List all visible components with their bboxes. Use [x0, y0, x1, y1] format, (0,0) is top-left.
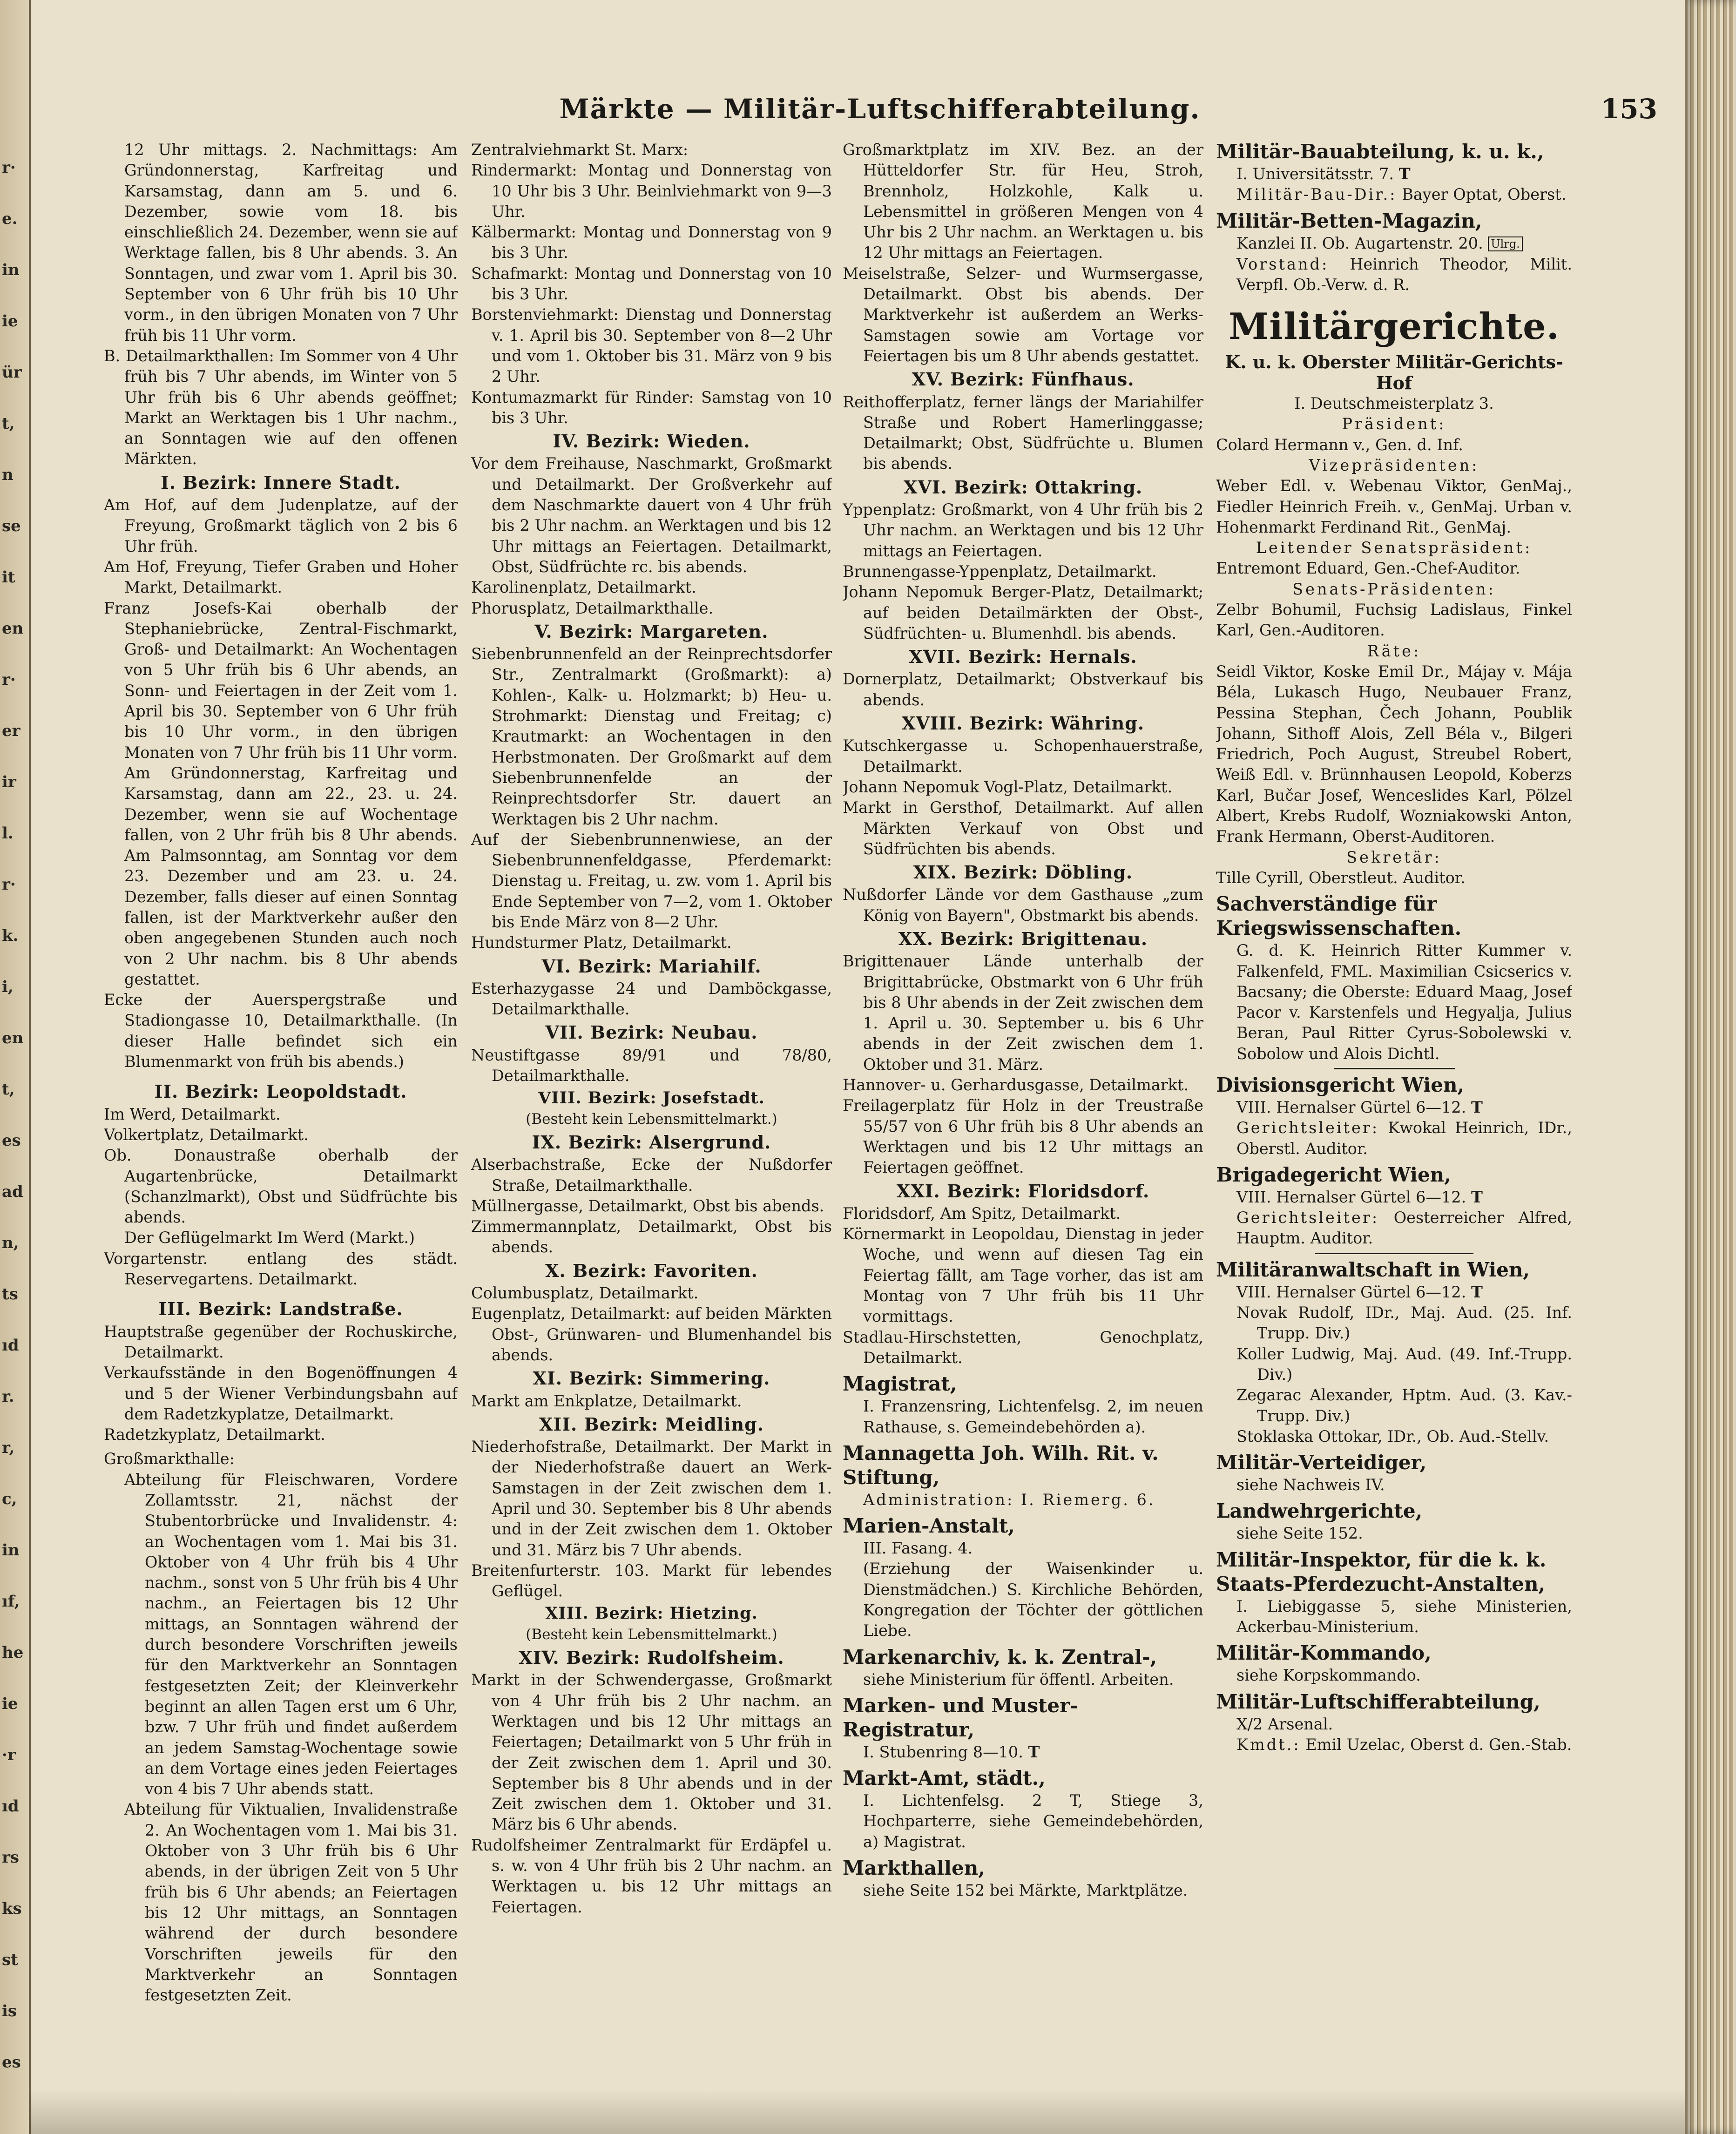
person-list: Zelbr Bohumil, Fuchsig Ladislaus, Finkel Karl, Gen.-Auditoren.: [1216, 601, 1572, 640]
entry-heading: Militär-Bauabteilung, k. u. k.,: [1216, 140, 1544, 163]
page-shadow: [29, 2090, 1685, 2134]
telephone-icon: T: [1028, 1742, 1040, 1761]
district-heading: X. Bezirk: Favoriten.: [545, 1260, 758, 1281]
role-label: Militär-Bau-Dir.:: [1236, 185, 1397, 204]
paragraph: Hannover- u. Gerhardusgasse, Detailmarkt.: [843, 1076, 1189, 1094]
paragraph: Kontumazmarkt für Rinder: Samstag von 10 bis 3 Uhr.: [471, 388, 832, 427]
facing-page-fragment: r,: [2, 1438, 15, 1457]
previous-page-fragment: [0, 0, 31, 2134]
paragraph: Hauptstraße gegenüber der Rochuskirche, Detailmarkt.: [104, 1322, 458, 1361]
facing-page-fragment: es: [2, 1131, 21, 1150]
paragraph: Alserbachstraße, Ecke der Nußdorfer Straße, Detailmarkthalle.: [471, 1155, 832, 1195]
paragraph: Körnermarkt in Leopoldau, Dienstag in jeder Woche, und wenn auf diesen Tag ein Feiertag fällt, am Tage vorher, das ist am Montag von 7 Uhr früh bis 11 Uhr vormittags.: [843, 1225, 1203, 1326]
facing-page-fragment: ıd: [2, 1336, 19, 1355]
entry-text: Novak Rudolf, IDr., Maj. Aud. (25. Inf. Trupp. Div.): [1236, 1303, 1572, 1343]
book-page-edges: [1685, 0, 1736, 2134]
entry-text: [1216, 1282, 1572, 1303]
paragraph: Dornerplatz, Detailmarkt; Obstverkauf bis abends.: [843, 670, 1203, 709]
entry-heading: Brigadegericht Wien,: [1216, 1163, 1451, 1186]
entry-text: (Erziehung der Waisenkinder u. Dienstmädchen.) S. Kirchliche Behörden, Kongregation der Töchter der göttlichen Liebe.: [863, 1560, 1203, 1640]
facing-page-fragment: ·r: [2, 1746, 16, 1764]
entry-heading: Militäranwaltschaft in Wien,: [1216, 1258, 1530, 1281]
district-heading: XIII. Bezirk: Hietzing.: [545, 1604, 758, 1623]
facing-page-fragment: st: [2, 1951, 18, 1969]
facing-page-fragment: l.: [2, 824, 14, 843]
column-1: [104, 140, 458, 2086]
telephone-icon: T: [1471, 1188, 1483, 1206]
role-label: Kmdt.:: [1236, 1735, 1301, 1754]
person-list: Tille Cyrill, Oberstleut. Auditor.: [1216, 868, 1466, 887]
column-2: [471, 140, 832, 2086]
facing-page-fragment: c,: [2, 1490, 17, 1508]
facing-page-fragment: it: [2, 568, 15, 587]
paragraph: Floridsdorf, Am Spitz, Detailmarkt.: [843, 1204, 1121, 1222]
paragraph: Zentralviehmarkt St. Marx:: [471, 141, 689, 159]
entry-heading: Militär-Inspektor, für die k. k. Staats-Pferdezucht-Anstalten,: [1216, 1548, 1547, 1595]
paragraph: Stadlau-Hirschstetten, Genochplatz, Detailmarkt.: [843, 1328, 1203, 1367]
entry-heading: Militär-Verteidiger,: [1216, 1451, 1427, 1474]
facing-page-fragment: t,: [2, 414, 15, 433]
entry-heading: Marien-Anstalt,: [843, 1514, 1015, 1538]
facing-page-fragment: t,: [2, 1080, 15, 1099]
paragraph: Radetzkyplatz, Detailmarkt.: [104, 1425, 325, 1444]
entry-text: siehe Seite 152.: [1236, 1524, 1363, 1543]
entry-text: siehe Nachweis IV.: [1236, 1476, 1385, 1494]
entry-address: I. Universitätsstr. 7.: [1236, 165, 1394, 183]
paragraph: Markt am Enkplatze, Detailmarkt.: [471, 1391, 742, 1410]
role-label: Sekretär:: [1346, 848, 1442, 866]
facing-page-fragment: ad: [2, 1182, 23, 1201]
entry-text: Zegarac Alexander, Hptm. Aud. (3. Kav.-Trupp. Div.): [1236, 1386, 1572, 1425]
role-label: Vorstand:: [1236, 255, 1329, 273]
paragraph: Johann Nepomuk Vogl-Platz, Detailmarkt.: [843, 777, 1173, 796]
facing-page-fragment: ie: [2, 1695, 18, 1713]
district-heading: XVIII. Bezirk: Währing.: [901, 713, 1145, 734]
district-note: (Besteht kein Lebensmittelmarkt.): [526, 1110, 777, 1128]
role-label: Leitender Senatspräsident:: [1256, 539, 1533, 557]
role-label: Gerichtsleiter:: [1236, 1209, 1379, 1227]
entry-text: siehe Seite 152 bei Märkte, Marktplätze.: [863, 1881, 1188, 1900]
person-name: Bayer Optat, Oberst.: [1402, 185, 1567, 204]
paragraph: Auf der Siebenbrunnenwiese, an der Siebenbrunnenfeldgasse, Pferdemarkt: Dienstag u. Freitag, u. zw. vom 1. April bis Ende September von 7—2, vom 1. Oktober bis Ende März von 8—2 Uhr.: [471, 830, 832, 931]
facing-page-fragment: ür: [2, 363, 22, 382]
paragraph: Neustiftgasse 89/91 und 78/80, Detailmarkthalle.: [471, 1046, 832, 1085]
entry-text: X/2 Arsenal.: [1236, 1715, 1333, 1733]
paragraph: Breitenfurterstr. 103. Markt für lebendes Geflügel.: [471, 1561, 832, 1600]
person-name: Heinrich Theodor, Milit. Verpfl. Ob.-Verw. d. R.: [1236, 255, 1572, 294]
facing-page-fragment: e.: [2, 209, 18, 228]
facing-page-fragment: ks: [2, 1899, 22, 1918]
paragraph: Kälbermarkt: Montag und Donnerstag von 9 bis 3 Uhr.: [471, 223, 832, 262]
district-heading: II. Bezirk: Leopoldstadt.: [154, 1081, 407, 1102]
paragraph: Yppenplatz: Großmarkt, von 4 Uhr früh bis 2 Uhr nachm. an Werktagen und bis 12 Uhr mittags an Feiertagen.: [843, 500, 1203, 560]
column-3: [843, 140, 1203, 2086]
district-heading: III. Bezirk: Landstraße.: [158, 1298, 403, 1320]
district-heading: XV. Bezirk: Fünfhaus.: [912, 369, 1135, 390]
telephone-icon: T: [1471, 1283, 1483, 1301]
person-list: Entremont Eduard, Gen.-Chef-Auditor.: [1216, 559, 1520, 578]
entry-heading: Markthallen,: [843, 1857, 985, 1880]
facing-page-fragment: i,: [2, 978, 14, 996]
paragraph: Franz Josefs-Kai oberhalb der Stephaniebrücke, Zentral-Fischmarkt, Groß- und Detailmarkt: An Wochentagen von 5 Uhr früh bis 6 Uhr abends, an Sonn- und Feiertagen in der Zeit vom 1. April bis 30. September von 6 Uhr früh bis 10 Uhr vorm., in den übrigen Monaten von 7 Uhr früh bis 11 Uhr vorm. Am Gründonnerstag, Karfreitag und Karsamstag, dann am 22., 23. u. 24. Dezember, wenn sie auf Wochentage fallen, von 2 Uhr früh bis 8 Uhr abends. Am Palmsonntag, am Sonntag vor dem 23. Dezember und am 23. u. 24. Dezember, falls dieser auf einen Sonntag fallen, ist der Marktverkehr außer den oben angegebenen Stunden auch noch von 2 Uhr nachm. bis 8 Uhr abends gestattet.: [104, 599, 458, 988]
entry-text: I. Liebiggasse 5, siehe Ministerien, Ackerbau-Ministerium.: [1236, 1597, 1572, 1636]
entry-text: [1216, 164, 1572, 184]
paragraph: Markt in der Schwendergasse, Großmarkt von 4 Uhr früh bis 2 Uhr nachm. an Werktagen und bis 12 Uhr mittags an Feiertagen; Detailmarkt von 5 Uhr früh in der Zeit zwischen dem 1. April und 30. September bis 8 Uhr abends und in der Zeit zwischen dem 1. Oktober und 31. März bis 6 Uhr abends.: [471, 1671, 832, 1834]
paragraph: Schafmarkt: Montag und Donnerstag von 10 bis 3 Uhr.: [471, 264, 832, 304]
district-heading: IX. Bezirk: Alsergrund.: [532, 1131, 771, 1153]
paragraph: Abteilung für Fleischwaren, Vordere Zollamtsstr. 21, nächst der Stubentorbrücke und Invalidenstr. 4: an Wochentagen vom 1. Mai bis 31. Oktober von 4 Uhr früh bis 4 Uhr nachm., sonst von 5 Uhr früh bis 4 Uhr nachm., an Feiertagen bis 12 Uhr mittags, an Sonntagen während der durch besondere Vorschriften jeweils für den Marktverkehr an Sonntagen festgesetzten Zeit; der Kleinverkehr beginnt an allen Tagen erst um 6 Uhr, bzw. 7 Uhr früh und findet außerdem an jedem Samstag-Wochentage sowie an dem Vortage eines jeden Feiertages von 4 bis 7 Uhr abends statt.: [124, 1470, 458, 1798]
paragraph: Ecke der Auerspergstraße und Stadiongasse 10, Detailmarkthalle. (In dieser Halle befindet sich ein Blumenmarkt von früh bis abends.): [104, 991, 458, 1071]
district-note: (Besteht kein Lebensmittelmarkt.): [526, 1626, 777, 1643]
district-heading: XXI. Bezirk: Floridsdorf.: [896, 1180, 1150, 1202]
paragraph: Freilagerplatz für Holz in der Treustraße 55/57 von 6 Uhr früh bis 8 Uhr abends an Werktagen und bis 12 Uhr mittags an Feiertagen geöffnet.: [843, 1096, 1203, 1177]
entry-heading: Militär-Betten-Magazin,: [1216, 209, 1482, 232]
district-heading: XII. Bezirk: Meidling.: [539, 1413, 764, 1435]
page-header: [102, 93, 1657, 135]
paragraph: Am Hof, Freyung, Tiefer Graben und Hoher Markt, Detailmarkt.: [104, 557, 458, 597]
facing-page-fragment: is: [2, 2002, 17, 2020]
paragraph: Reithofferplatz, ferner längs der Mariahilfer Straße und Robert Hamerlinggasse; Detailmarkt; Obst, Südfrüchte u. Blumen bis abends.: [843, 392, 1203, 473]
paragraph: Eugenplatz, Detailmarkt: auf beiden Märkten Obst-, Grünwaren- und Blumenhandel bis abends.: [471, 1304, 832, 1364]
entry-text: siehe Ministerium für öffentl. Arbeiten.: [863, 1670, 1174, 1688]
district-heading: VIII. Bezirk: Josefstadt.: [538, 1088, 765, 1108]
paragraph: Verkaufsstände in den Bogenöffnungen 4 und 5 der Wiener Verbindungsbahn auf dem Radetzkyplatze, Detailmarkt.: [104, 1364, 458, 1423]
role-label: Gerichtsleiter:: [1236, 1119, 1379, 1137]
paragraph: Karolinenplatz, Detailmarkt.: [471, 578, 696, 597]
paragraph: Zimmermannplatz, Detailmarkt, Obst bis abends.: [471, 1217, 832, 1256]
facing-page-fragment: rs: [2, 1848, 20, 1867]
district-heading: IV. Bezirk: Wieden.: [553, 431, 750, 452]
person-list: Colard Hermann v., Gen. d. Inf.: [1216, 435, 1463, 454]
district-heading: XIV. Bezirk: Rudolfsheim.: [519, 1647, 784, 1668]
entry-text: siehe Korpskommando.: [1236, 1666, 1421, 1685]
entry-text: [1216, 1208, 1572, 1249]
paragraph: B. Detailmarkthallen: Im Sommer von 4 Uhr früh bis 7 Uhr abends, im Winter von 5 Uhr früh bis 6 Uhr abends geöffnet; Markt an Werktagen bis 1 Uhr nachm., an Sonntagen wie auf den offenen Märkten.: [104, 346, 458, 468]
facing-page-fragment: k.: [2, 926, 19, 945]
telephone-icon: T: [1471, 1098, 1483, 1116]
paragraph: Großmarkthalle:: [104, 1450, 235, 1468]
district-heading: VI. Bezirk: Mariahilf.: [541, 955, 762, 977]
paragraph: Columbusplatz, Detailmarkt.: [471, 1284, 699, 1303]
paragraph: Johann Nepomuk Berger-Platz, Detailmarkt; auf beiden Detailmärkten der Obst-, Südfrüchten- u. Blumenhdl. bis abends.: [843, 583, 1203, 642]
facing-page-fragment: ts: [2, 1285, 18, 1303]
paragraph: Borstenviehmarkt: Dienstag und Donnerstag v. 1. April bis 30. September von 8—2 Uhr und vom 1. Oktober bis 31. März von 9 bis 2 Uhr.: [471, 305, 832, 386]
entry-text: [1216, 1118, 1572, 1159]
facing-page-fragment: er: [2, 722, 20, 740]
paragraph: Rudolfsheimer Zentralmarkt für Erdäpfel u. s. w. von 4 Uhr früh bis 2 Uhr nachm. an Werktagen u. bis 12 Uhr mittags an Feiertagen.: [471, 1836, 832, 1916]
facing-page-fragment: n: [2, 466, 14, 484]
paragraph: Großmarktplatz im XIV. Bez. an der Hütteldorfer Str. für Heu, Stroh, Brennholz, Holzkohle, Kalk u. Lebensmittel in größeren Mengen von 4 Uhr bis 2 Uhr nachm. an Werktagen u. bis 12 Uhr mittags an Feiertagen.: [843, 141, 1203, 262]
facing-page-fragment: r·: [2, 875, 16, 894]
facing-page-fragment: ie: [2, 312, 18, 331]
entry-heading: Divisionsgericht Wien,: [1216, 1073, 1465, 1096]
entry-text: [1216, 1187, 1572, 1208]
abbreviation-box: Ulrg.: [1488, 236, 1522, 251]
court-name: K. u. k. Oberster Militär-Gerichts-Hof: [1225, 351, 1563, 393]
facing-page-fragment: en: [2, 1029, 24, 1047]
district-heading: XVI. Bezirk: Ottakring.: [903, 476, 1143, 498]
facing-page-fragment: he: [2, 1643, 24, 1662]
entry-heading: Militär-Kommando,: [1216, 1641, 1432, 1665]
facing-page-fragment: r·: [2, 158, 16, 177]
district-heading: XVII. Bezirk: Hernals.: [909, 646, 1137, 668]
paragraph: Am Hof, auf dem Judenplatze, auf der Freyung, Großmarkt täglich von 2 bis 6 Uhr früh.: [104, 496, 458, 555]
entry-text: [1216, 233, 1572, 254]
section-title: Militärgerichte.: [1229, 305, 1560, 348]
district-heading: V. Bezirk: Margareten.: [534, 621, 769, 642]
facing-page-fragment: in: [2, 1541, 20, 1560]
facing-page-fragment: in: [2, 261, 20, 279]
entry-text: G. d. K. Heinrich Ritter Kummer v. Falkenfeld, FML. Maximilian Csicserics v. Bacsany; die Oberste: Eduard Maag, Josef Pacor v. Karstenfels und Hegyalja, Julius Beran, Paul Ritter Cyrus-Sobolewski v. Sobolow und Alois Dichtl.: [1236, 941, 1572, 1063]
entry-address: VIII. Hernalser Gürtel 6—12.: [1236, 1098, 1466, 1116]
paragraph: Meiselstraße, Selzer- und Wurmsergasse, Detailmarkt. Obst bis abends. Der Marktverkehr ist außerdem an Werks-Samstagen sowie am Vortage vor Feiertagen bis um 8 Uhr abends gestattet.: [843, 264, 1203, 365]
paragraph: Vor dem Freihause, Naschmarkt, Großmarkt und Detailmarkt. Der Großverkehr auf dem Naschmarkte dauert von 4 Uhr früh bis 2 Uhr nachm. an Werktagen und bis 12 Uhr mittags an Feiertagen. Detailmarkt, Obst, Südfrüchte rc. bis abends.: [471, 454, 832, 576]
facing-page-fragment: ir: [2, 773, 16, 791]
facing-page-fragment: en: [2, 619, 24, 638]
person-name: Kwokal Heinrich, IDr., Oberstl. Auditor.: [1236, 1119, 1572, 1158]
paragraph: Siebenbrunnenfeld an der Reinprechtsdorfer Str., Zentralmarkt (Großmarkt): a) Kohlen-, Kalk- u. Holzmarkt; b) Heu- u. Strohmarkt: Dienstag und Freitag; c) Krautmarkt: an Wochentagen in den Herbstmonaten. Der Großmarkt auf dem Siebenbrunnenfelde an der Reinprechtsdorfer Str. dauert an Werktagen bis 2 Uhr nachm.: [471, 645, 832, 828]
person-list: Weber Edl. v. Webenau Viktor, GenMaj., Fiedler Heinrich Freih. v., GenMaj. Urban v. Hohenmarkt Ferdinand Rit., GenMaj.: [1216, 477, 1572, 536]
facing-page-fragment: ıf,: [2, 1592, 20, 1611]
district-heading: XX. Bezirk: Brigittenau.: [898, 928, 1148, 949]
paragraph: Brigittenauer Lände unterhalb der Brigittabrücke, Obstmarkt von 6 Uhr früh bis 8 Uhr abends in der Zeit zwischen dem 1. April u. 30. September u. bis 6 Uhr abends in der Zeit zwischen dem 1. Oktober und 31. März.: [843, 952, 1203, 1074]
facing-page-fragment: se: [2, 517, 21, 535]
paragraph: Nußdorfer Lände vor dem Gasthause „zum König von Bayern", Obstmarkt bis abends.: [843, 885, 1203, 925]
entry-heading: Landwehrgerichte,: [1216, 1499, 1423, 1523]
entry-heading: Sachverständige für Kriegswissenschaften.: [1216, 892, 1462, 940]
facing-page-fragment: r·: [2, 670, 16, 689]
entry-address: VIII. Hernalser Gürtel 6—12.: [1236, 1283, 1466, 1301]
district-heading: XIX. Bezirk: Döbling.: [913, 862, 1133, 883]
entry-text: Koller Ludwig, Maj. Aud. (49. Inf.-Trupp. Div.): [1236, 1344, 1572, 1384]
paragraph: Im Werd, Detailmarkt.: [104, 1105, 281, 1123]
facing-page-fragment: es: [2, 2053, 21, 2072]
entry-text: I. Lichtenfelsg. 2 T, Stiege 3, Hochparterre, siehe Gemeindebehörden, a) Magistrat.: [863, 1791, 1203, 1851]
entry-text: [1216, 1735, 1572, 1755]
entry-heading: Marken- und Muster-Registratur,: [843, 1694, 1078, 1741]
paragraph: Phorusplatz, Detailmarkthalle.: [471, 599, 714, 617]
paragraph: Markt in Gersthof, Detailmarkt. Auf allen Märkten Verkauf von Obst und Südfrüchten bis abends.: [843, 798, 1203, 858]
column-4: [1216, 140, 1572, 2086]
entry-text: [1216, 1097, 1572, 1118]
entry-text: [1216, 184, 1572, 205]
person-name: Emil Uzelac, Oberst d. Gen.-Stab.: [1305, 1735, 1572, 1754]
entry-address: I. Stubenring 8—10.: [863, 1742, 1023, 1761]
role-label: Senats-Präsidenten:: [1292, 580, 1496, 598]
entry-heading: Magistrat,: [843, 1372, 957, 1396]
paragraph: Niederhofstraße, Detailmarkt. Der Markt in der Niederhofstraße dauert an Werk-Samstagen in der Zeit zwischen dem 1. April und 30. September bis 8 Uhr abends und in der Zeit zwischen dem 1. Oktober und 31. März bis 7 Uhr abends.: [471, 1438, 832, 1559]
facing-page-fragment: r.: [2, 1387, 14, 1406]
divider: [1315, 1253, 1473, 1254]
paragraph: Müllnergasse, Detailmarkt, Obst bis abends.: [471, 1196, 824, 1215]
district-heading: VII. Bezirk: Neubau.: [545, 1022, 758, 1043]
entry-heading: Markenarchiv, k. k. Zentral-,: [843, 1645, 1157, 1668]
paragraph: Vorgartenstr. entlang des städt. Reservegartens. Detailmarkt.: [104, 1249, 458, 1289]
paragraph: Der Geflügelmarkt Im Werd (Markt.): [124, 1229, 415, 1247]
district-heading: XI. Bezirk: Simmering.: [533, 1368, 770, 1389]
court-address: I. Deutschmeisterplatz 3.: [1294, 394, 1494, 413]
facing-page-fragment: ıd: [2, 1797, 19, 1816]
divider: [1334, 1068, 1455, 1069]
paragraph: Rindermarkt: Montag und Donnerstag von 10 Uhr bis 3 Uhr. Beinlviehmarkt von 9—3 Uhr.: [471, 161, 832, 221]
page-number: 153: [1601, 93, 1657, 125]
entry-heading: Mannagetta Joh. Wilh. Rit. v. Stiftung,: [843, 1441, 1159, 1489]
entry-text: I. Franzensring, Lichtenfelsg. 2, im neuen Rathause, s. Gemeindebehörden a).: [863, 1397, 1203, 1436]
role-label: Vizepräsidenten:: [1309, 456, 1479, 474]
district-heading: I. Bezirk: Innere Stadt.: [161, 472, 401, 493]
entry-address: VIII. Hernalser Gürtel 6—12.: [1236, 1188, 1466, 1206]
entry-heading: Militär-Luftschifferabteilung,: [1216, 1690, 1540, 1713]
paragraph: Volkertplatz, Detailmarkt.: [104, 1125, 309, 1144]
role-label: Präsident:: [1342, 415, 1446, 433]
entry-text: [843, 1742, 1203, 1763]
paragraph: Hundsturmer Platz, Detailmarkt.: [471, 933, 732, 952]
role-label: Räte:: [1367, 642, 1421, 660]
entry-text: [1216, 254, 1572, 296]
telephone-icon: T: [1398, 165, 1411, 183]
entry-heading: Markt-Amt, städt.,: [843, 1767, 1046, 1790]
entry-address: Kanzlei II. Ob. Augartenstr. 20.: [1236, 234, 1483, 252]
entry-text: Stoklaska Ottokar, IDr., Ob. Aud.-Stellv.: [1236, 1427, 1549, 1445]
facing-page-fragment: n,: [2, 1234, 19, 1252]
paragraph: Ob. Donaustraße oberhalb der Augartenbrücke, Detailmarkt (Schanzlmarkt), Obst und Südfrüchte bis abends.: [104, 1146, 458, 1227]
paragraph: Esterhazygasse 24 und Damböckgasse, Detailmarkthalle.: [471, 979, 832, 1019]
paragraph: Brunnengasse-Yppenplatz, Detailmarkt.: [843, 562, 1157, 581]
paragraph: Kutschkergasse u. Schopenhauerstraße, Detailmarkt.: [843, 736, 1203, 776]
entry-text: Administration: I. Riemerg. 6.: [863, 1490, 1155, 1509]
person-name: Oesterreicher Alfred, Hauptm. Auditor.: [1236, 1209, 1572, 1248]
paragraph: Abteilung für Viktualien, Invalidenstraße 2. An Wochentagen vom 1. Mai bis 31. Oktober von 3 Uhr früh bis 6 Uhr abends, in der übrigen Zeit von 5 Uhr früh bis 6 Uhr abends; an Feiertagen bis 12 Uhr mittags, an Sonntagen während der durch besondere Vorschriften jeweils für den Marktverkehr an Sonntagen festgesetzten Zeit.: [124, 1800, 458, 2005]
person-list: Seidl Viktor, Koske Emil Dr., Májay v. Mája Béla, Lukasch Hugo, Neubauer Franz, Pessina Stephan, Čech Johann, Poublik Johann, Sithoff Alois, Zell Béla v., Bilgeri Friedrich, Poch August, Streubel Robert, Weiß Edl. v. Brünnhausen Leopold, Koberzs Karl, Bučar Josef, Wenceslides Karl, Pölzel Albert, Krebs Rudolf, Wozniakowski Anton, Frank Hermann, Oberst-Auditoren.: [1216, 662, 1572, 846]
paragraph: 12 Uhr mittags. 2. Nachmittags: Am Gründonnerstag, Karfreitag und Karsamstag, dann am 5. und 6. Dezember, sowie vom 18. bis einschließlich 24. Dezember, wenn sie auf Werktage fallen, bis 8 Uhr abends. 3. An Sonntagen, und zwar vom 1. April bis 30. September von 6 Uhr früh bis 10 Uhr vorm., in den übrigen Monaten von 7 Uhr früh bis 11 Uhr vorm.: [124, 141, 458, 344]
running-title: Märkte — Militär-Luftschifferabteilung.: [559, 93, 1201, 125]
entry-text: III. Fasang. 4.: [863, 1539, 973, 1558]
